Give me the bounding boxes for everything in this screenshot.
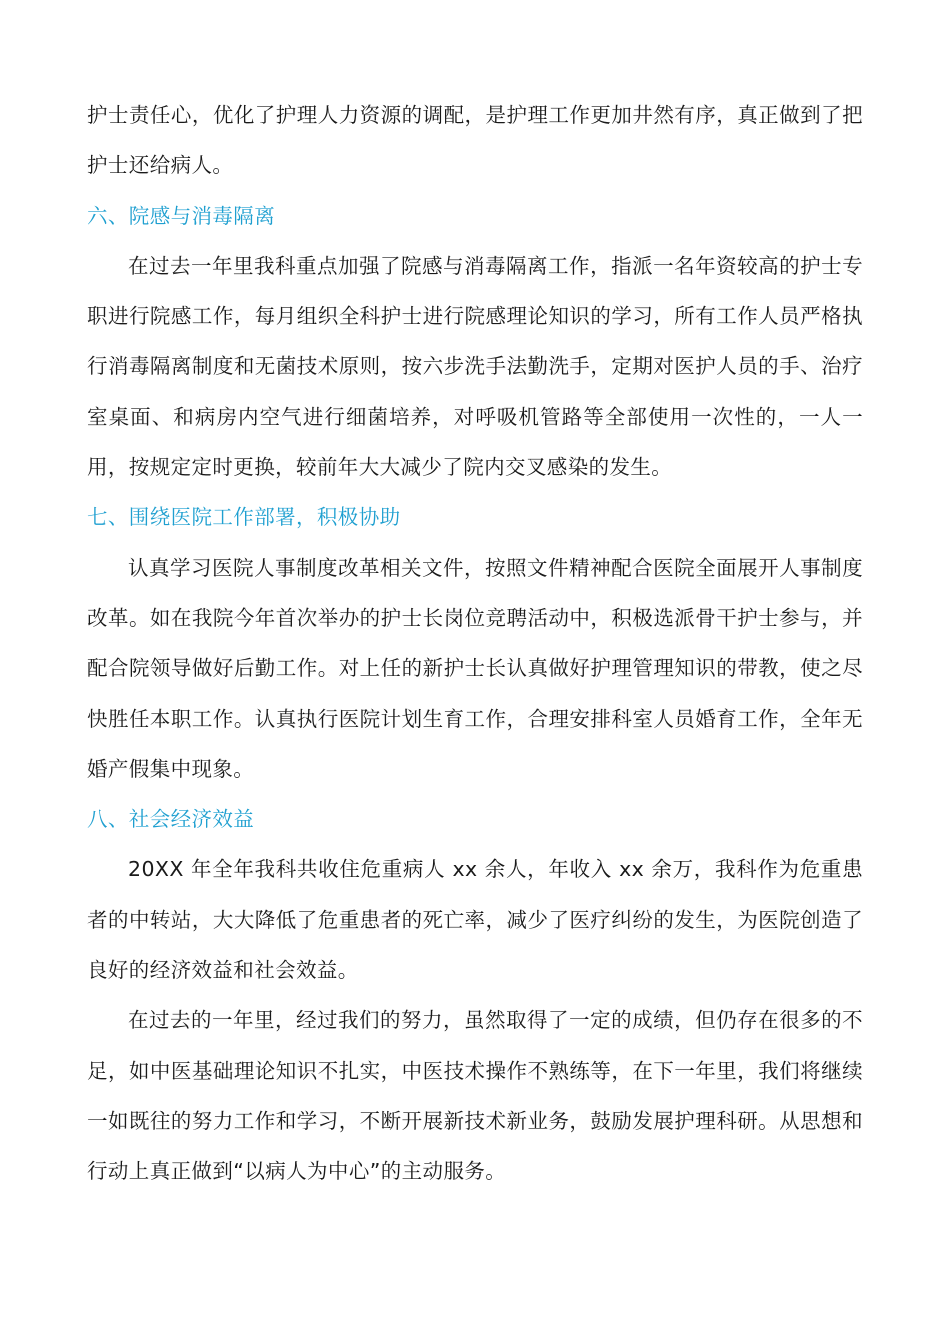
section-heading-hospital-work: 七、围绕医院工作部署，积极协助 [87, 505, 401, 530]
paragraph-summary: 在过去的一年里，经过我们的努力，虽然取得了一定的成绩，但仍存在很多的不足，如中医基础理论知识不扎实，中医技术操作不熟练等，在下一年里，我们将继续一如既往的努力工作和学习，不断开展新技术新业务，鼓励发展护理科研。从思想和行动上真正做到“以病人为中心”的主动服务。 [87, 1008, 863, 1184]
paragraph-economic-benefit: 20XX 年全年我科共收住危重病人 xx 余人，年收入 xx 余万，我科作为危重患者的中转站，大大降低了危重患者的死亡率，减少了医疗纠纷的发生，为医院创造了良好的经济效益和社会效益。 [87, 857, 863, 983]
intro-paragraph: 护士责任心，优化了护理人力资源的调配，是护理工作更加井然有序，真正做到了把护士还给病人。 [87, 103, 863, 178]
paragraph-infection-control: 在过去一年里我科重点加强了院感与消毒隔离工作，指派一名年资较高的护士专职进行院感工作，每月组织全科护士进行院感理论知识的学习，所有工作人员严格执行消毒隔离制度和无菌技术原则，按六步洗手法勤洗手，定期对医护人员的手、治疗室桌面、和病房内空气进行细菌培养，对呼吸机管路等全部使用一次性的，一人一用，按规定定时更换，较前年大大减少了院内交叉感染的发生。 [87, 253, 863, 480]
section-heading-infection-control: 六、院感与消毒隔离 [87, 203, 276, 228]
section-heading-social-economic-benefit: 八、社会经济效益 [87, 807, 255, 832]
paragraph-hospital-work: 认真学习医院人事制度改革相关文件，按照文件精神配合医院全面展开人事制度改革。如在我院今年首次举办的护士长岗位竞聘活动中，积极选派骨干护士参与，并配合院领导做好后勤工作。对上任的新护士长认真做好护理管理知识的带教，使之尽快胜任本职工作。认真执行医院计划生育工作，合理安排科室人员婚育工作，全年无婚产假集中现象。 [87, 555, 863, 781]
document-body [87, 90, 863, 1197]
